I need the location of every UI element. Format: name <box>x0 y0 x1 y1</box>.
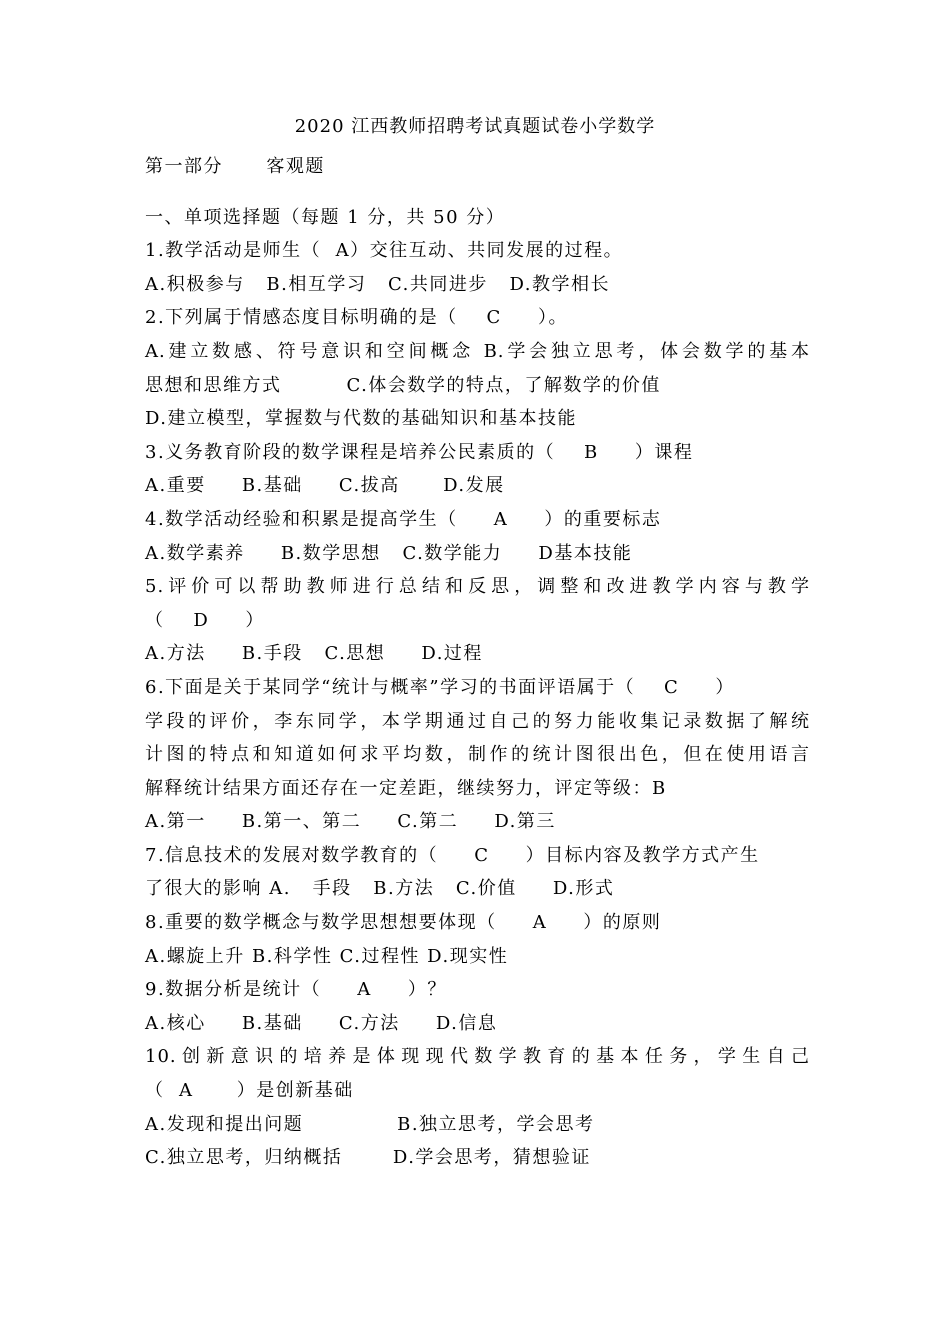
spacer <box>145 184 810 201</box>
question-3: 3.义务教育阶段的数学课程是培养公民素质的（ B ）课程 <box>145 441 694 463</box>
question-4: 4.数学活动经验和积累是提高学生（ A ）的重要标志 <box>145 508 662 530</box>
question-9-options: A.核心 B.基础 C.方法 D.信息 <box>145 1012 498 1034</box>
document-title: 2020 江西教师招聘考试真题试卷小学数学 <box>294 116 656 137</box>
part-heading: 第一部分 客观题 <box>145 156 325 177</box>
question-8: 8.重要的数学概念与数学思想想要体现（ A ）的原则 <box>145 912 662 934</box>
question-5-line-2: （ D ） <box>145 609 265 631</box>
section-heading: 一、单项选择题（每题 1 分，共 50 分） <box>145 206 506 228</box>
question-9: 9.数据分析是统计（ A ）？ <box>145 979 447 1001</box>
question-5-line-1: 5.评价可以帮助教师进行总结和反思，调整和改进教学内容与教学 <box>145 576 810 598</box>
question-6-options: A.第一 B.第一、第二 C.第二 D.第三 <box>145 811 556 833</box>
question-1-options: A.积极参与 B.相互学习 C.共同进步 D.教学相长 <box>145 273 611 295</box>
question-10-line-1: 10.创新意识的培养是体现现代数学教育的基本任务，学生自己 <box>145 1046 810 1068</box>
question-2-options-line-2: 思想和思维方式 C.体会数学的特点，了解数学的价值 <box>145 374 661 396</box>
question-6-line-4: 解释统计结果方面还存在一定差距，继续努力，评定等级：B <box>145 777 667 799</box>
question-10-line-2: （ A ）是创新基础 <box>145 1080 354 1102</box>
question-6-line-1: 6.下面是关于某同学“统计与概率”学习的书面评语属于（ C ） <box>145 676 735 698</box>
question-8-options: A.螺旋上升 B.科学性 C.过程性 D.现实性 <box>145 945 509 967</box>
question-6-line-2: 学段的评价，李东同学，本学期通过自己的努力能收集记录数据了解统 <box>145 710 810 732</box>
question-7-line-1: 7.信息技术的发展对数学教育的（ C ）目标内容及教学方式产生 <box>145 844 760 866</box>
question-1: 1.教学活动是师生（ A）交往互动、共同发展的过程。 <box>145 240 624 262</box>
document-body <box>145 150 810 1175</box>
question-5-options: A.方法 B.手段 C.思想 D.过程 <box>145 643 483 665</box>
question-3-options: A.重要 B.基础 C.拔高 D.发展 <box>145 475 505 497</box>
question-7-line-2: 了很大的影响 A. 手段 B.方法 C.价值 D.形式 <box>145 878 615 900</box>
question-6-line-3: 计图的特点和知道如何求平均数，制作的统计图很出色，但在使用语言 <box>145 744 810 766</box>
question-4-options: A.数学素养 B.数学思想 C.数学能力 D基本技能 <box>145 542 633 564</box>
question-10-options-line-2: C.独立思考，归纳概括 D.学会思考，猜想验证 <box>145 1147 591 1169</box>
question-2: 2.下列属于情感态度目标明确的是（ C ）。 <box>145 307 568 329</box>
question-2-options-line-3: D.建立模型，掌握数与代数的基础知识和基本技能 <box>145 408 578 430</box>
question-2-options-line-1: A.建立数感、符号意识和空间概念 B.学会独立思考，体会数学的基本 <box>145 340 810 362</box>
question-10-options-line-1: A.发现和提出问题 B.独立思考，学会思考 <box>145 1113 595 1135</box>
